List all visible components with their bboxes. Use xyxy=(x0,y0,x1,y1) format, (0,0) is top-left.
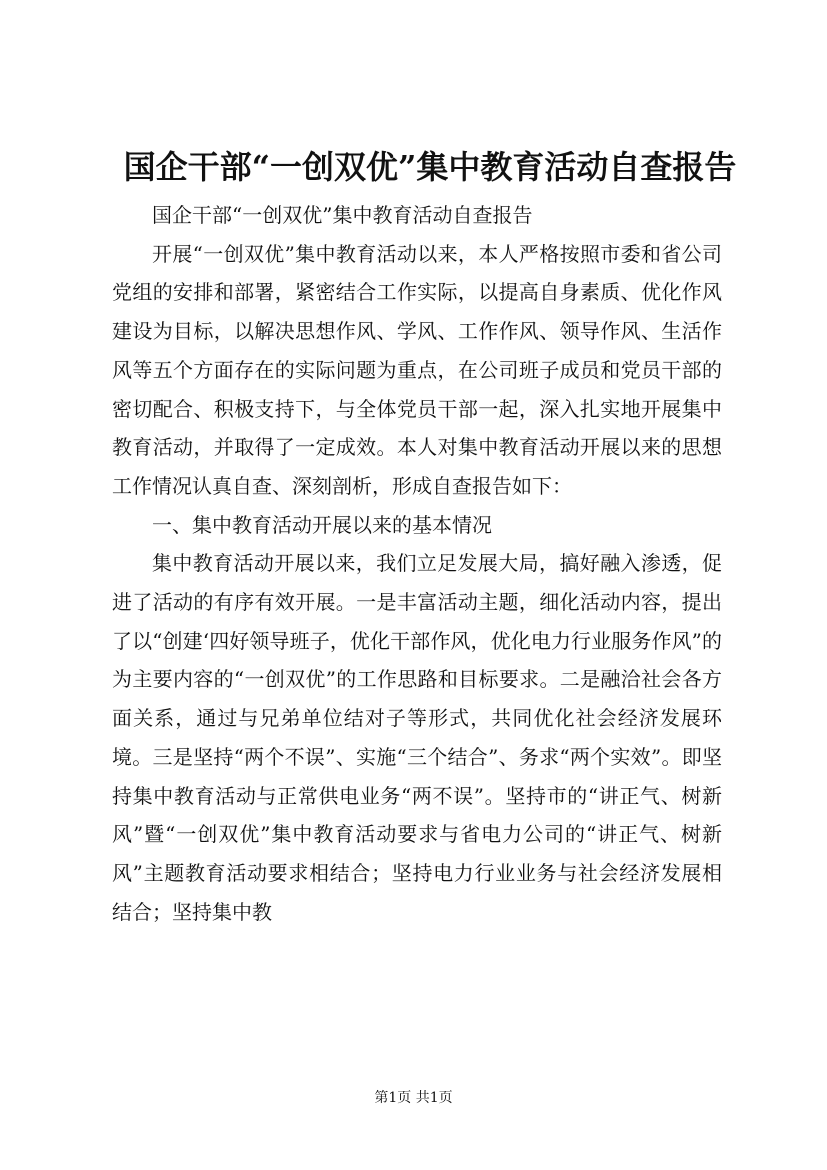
subtitle-paragraph: 国企干部“一创双优”集中教育活动自查报告 xyxy=(152,203,533,227)
section-heading: 一、集中教育活动开展以来的基本情况 xyxy=(152,512,492,537)
section-paragraph: 集中教育活动开展以来，我们立足发展大局，搞好融入渗透，促进了活动的有序有效开展。一是丰富活动主题，细化活动内容，提出了以“创建‘四好领导班子，优化干部作风，优化电力行业服务作风”的为主要内容的“一创双优”的工作思路和目标要求。二是融洽社会各方面关系，通过与兄弟单位结对子等形式，共同优化社会经济发展环境。三是坚持“两个不误”、实施“三个结合”、务求“两个实效”。即坚持集中教育活动与正常供电业务“两不误”。坚持市的“讲正气、树新风”暨“一创双优”集中教育活动要求与省电力公司的“讲正气、树新风”主题教育活动要求相结合；坚持电力行业业务与社会经济发展相结合；坚持集中教 xyxy=(112,551,722,924)
document-body xyxy=(112,196,722,931)
intro-paragraph: 开展“一创双优”集中教育活动以来，本人严格按照市委和省公司党组的安排和部署，紧密结合工作实际，以提高自身素质、优化作风建设为目标，以解决思想作风、学风、工作作风、领导作风、生活作风等五个方面存在的实际问题为重点，在公司班子成员和党员干部的密切配合、积极支持下，与全体党员干部一起，深入扎实地开展集中教育活动，并取得了一定成效。本人对集中教育活动开展以来的思想工作情况认真自查、深刻剖析，形成自查报告如下： xyxy=(112,241,722,498)
page-footer: 第1页 共1页 xyxy=(374,1090,453,1106)
document-title: 国企干部“一创双优”集中教育活动自查报告 xyxy=(123,148,737,186)
